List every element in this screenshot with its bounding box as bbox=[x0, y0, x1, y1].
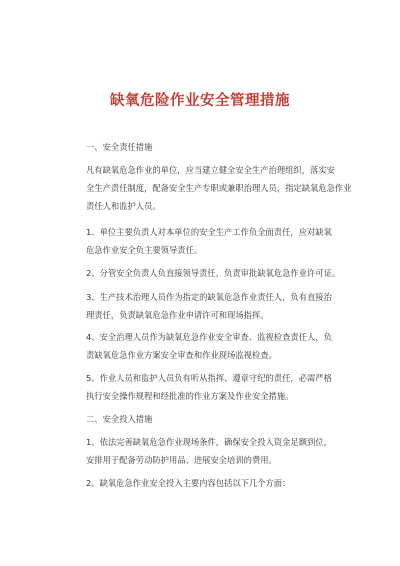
text-line: 4、安全治理人员作为缺氧危急作业安全审查、监视检查责任人，负 bbox=[86, 332, 332, 342]
paragraph-investment-1 bbox=[86, 437, 332, 466]
text-line: 3、生产技术治理人员作为指定的缺氧危急作业责任人，负有直接治 bbox=[86, 292, 332, 302]
text-line: 1、单位主要负责人对本单位的安全生产工作负全面责任，应对缺氧 bbox=[86, 227, 332, 237]
text-line: 5、作业人员和监护人员负有听从指挥、遵章守纪的责任，必需严格 bbox=[86, 373, 332, 383]
section-heading-1 bbox=[86, 142, 322, 153]
text-line: 二、安全投入措施 bbox=[86, 414, 153, 424]
paragraph-intro bbox=[86, 165, 352, 212]
section-heading-2 bbox=[86, 414, 322, 425]
paragraph-item-4 bbox=[86, 332, 332, 361]
text-line: 执行安全操作规程和经批准的作业方案及作业安全措施。 bbox=[86, 391, 294, 401]
text-line: 2、缺氧危急作业安全投入主要内容包括以下几个方面： bbox=[86, 478, 291, 488]
text-line: 理责任，负责缺氧危急作业申请许可和现场指挥。 bbox=[86, 310, 269, 320]
paragraph-item-5 bbox=[86, 373, 332, 402]
text-line: 凡有缺氧危急作业的单位，应当建立健全安全生产治理组织，落实安 bbox=[86, 165, 335, 175]
paragraph-item-2 bbox=[86, 268, 341, 279]
text-line: 1、依法完善缺氧危急作业现场条件，确保安全投入资金足额到位， bbox=[86, 437, 332, 447]
text-line: 全生产责任制度，配备安全生产专职或兼职治理人员，指定缺氧危急作业 bbox=[86, 183, 352, 193]
paragraph-item-3 bbox=[86, 292, 332, 321]
paragraph-item-1 bbox=[86, 227, 332, 256]
text-line: 一、安全责任措施 bbox=[86, 142, 153, 152]
text-line: 责缺氧危急作业方案安全审查和作业现场监视检查。 bbox=[86, 350, 277, 360]
document-title: 缺氧危险作业安全管理措施 bbox=[110, 92, 290, 109]
text-line: 2、分管安全负责人负直接领导责任，负责审批缺氧危急作业许可证。 bbox=[86, 268, 341, 278]
text-line: 安排用于配备劳动防护用品、进展安全培训的费用。 bbox=[86, 455, 277, 465]
text-line: 危急作业安全负主要领导责任。 bbox=[86, 245, 203, 255]
text-line: 责任人和监护人员。 bbox=[86, 201, 161, 211]
paragraph-investment-2 bbox=[86, 478, 322, 489]
